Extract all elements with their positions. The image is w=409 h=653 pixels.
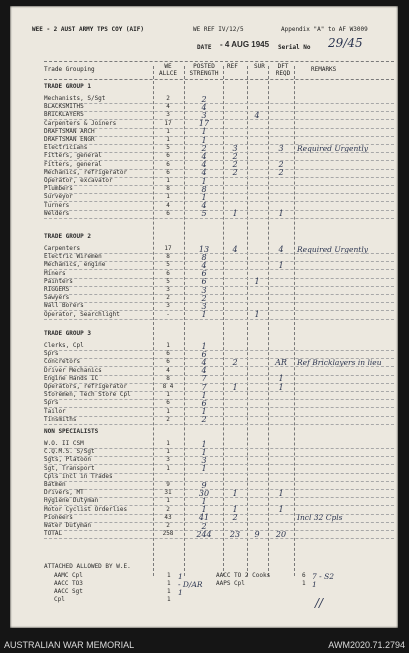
posted-cell: 1: [201, 176, 207, 186]
posted-cell: 1: [201, 310, 207, 320]
col-sur: SUR: [254, 63, 265, 70]
we-allce-cell: 6: [166, 168, 170, 176]
attached-left-cell: Cpl: [54, 596, 65, 603]
row-label: Driver Mechanics: [44, 366, 102, 374]
posted-cell: 7: [201, 382, 207, 392]
row-label: DRAFTSMAN ENGR: [44, 136, 95, 143]
we-allce-cell: 4: [166, 103, 170, 111]
row-rule: [44, 489, 394, 490]
row-rule: [44, 278, 394, 279]
col-divider: [247, 66, 248, 576]
row-label: Mechanics, refrigerator: [44, 168, 128, 176]
row-label: BRICKLAYERS: [44, 111, 84, 119]
dft-cell: 1: [278, 260, 284, 270]
we-allce-cell: 2: [166, 505, 170, 513]
dft-cell: 1: [278, 505, 284, 515]
attached-d-cell: 1: [312, 580, 317, 589]
ref-cell: 2: [232, 357, 238, 367]
date-label: DATE: [197, 44, 212, 51]
posted-cell: 1: [201, 390, 207, 400]
we-ref: WE REF IV/12/5: [193, 26, 244, 33]
row-label: Welders: [44, 209, 70, 217]
ref-cell: 2: [232, 151, 238, 161]
posted-cell: 3: [201, 285, 207, 295]
col-posted: POSTED STRENGTH: [189, 63, 219, 77]
we-allce-cell: 6: [166, 350, 170, 358]
we-allce-cell: 1: [166, 464, 170, 472]
row-rule: [44, 201, 394, 202]
ref-cell: 23: [229, 529, 241, 539]
document-page: [10, 6, 398, 628]
we-allce-cell: 1: [166, 448, 170, 456]
ref-cell: 1: [232, 209, 238, 219]
row-rule: [44, 269, 394, 270]
remarks-cell: Required Urgently: [297, 143, 368, 153]
row-label: Pioneers: [44, 513, 73, 521]
dft-cell: 2: [278, 168, 284, 178]
posted-cell: 4: [201, 201, 207, 211]
attached-title: ATTACHED ALLOWED BY W.E.: [44, 563, 131, 570]
attached-a-cell: 1: [167, 588, 171, 595]
posted-cell: 2: [201, 521, 207, 531]
row-rule: [44, 424, 394, 425]
serial-label: Serial No: [278, 44, 311, 51]
row-label: Hygiene Dutyman: [44, 497, 99, 505]
posted-cell: 6: [201, 269, 207, 279]
attached-a-cell: 1: [167, 580, 171, 587]
col-divider: [153, 66, 154, 576]
dft-cell: 3: [278, 143, 284, 153]
row-label: Fitters, general: [44, 152, 102, 160]
we-allce-cell: 3: [166, 456, 170, 464]
appendix-ref: Appendix "A" to AF W3009: [281, 26, 368, 33]
we-allce-cell: 1: [166, 127, 170, 135]
col-divider: [294, 66, 295, 576]
row-label: Miners: [44, 269, 66, 277]
row-rule: [44, 448, 394, 449]
posted-cell: 2: [201, 415, 207, 425]
we-allce-cell: 3: [166, 286, 170, 293]
attached-b-cell: - D/AR: [178, 580, 203, 589]
row-label: Tailor: [44, 407, 66, 415]
posted-cell: 4: [201, 168, 207, 178]
row-label: TOTAL: [44, 530, 63, 538]
row-label: Drivers, MT: [44, 489, 84, 497]
attached-c-cell: 1: [302, 580, 306, 587]
we-allce-cell: 9: [166, 481, 170, 488]
posted-cell: 1: [201, 464, 207, 474]
ref-cell: 1: [232, 382, 238, 392]
dft-cell: 1: [278, 209, 284, 219]
row-rule: [44, 481, 394, 482]
row-label: Turners: [44, 201, 70, 209]
dft-cell: 1: [278, 382, 284, 392]
we-allce-cell: 8: [166, 185, 170, 193]
row-rule: [44, 350, 394, 351]
posted-cell: 1: [201, 447, 207, 457]
col-dft-reqd: DFT REQD: [275, 63, 291, 77]
posted-cell: 6: [201, 277, 207, 287]
we-allce-cell: 3: [166, 302, 170, 310]
we-allce-cell: 2: [166, 415, 170, 423]
we-allce-cell: 1: [166, 193, 170, 201]
dft-cell: 4: [278, 244, 284, 254]
we-allce-cell: 43: [164, 513, 172, 521]
posted-cell: 1: [201, 407, 207, 417]
row-label: Painters: [44, 277, 73, 285]
row-label: Mechanics, engine: [44, 261, 106, 269]
row-rule: [44, 210, 394, 211]
group-title: TRADE GROUP 3: [44, 330, 91, 337]
we-allce-cell: 8: [166, 253, 170, 261]
col-ref: REF: [227, 63, 238, 70]
attached-left-cell: AAMC Cpl: [54, 572, 83, 579]
we-allce-cell: 5: [166, 144, 170, 152]
posted-cell: 244: [196, 529, 212, 539]
col-trade: Trade Grouping: [44, 66, 95, 73]
sur-cell: 1: [254, 277, 260, 287]
posted-cell: 1: [201, 127, 207, 137]
we-allce-cell: 2: [166, 95, 170, 102]
posted-cell: 4: [201, 102, 207, 112]
we-allce-cell: 6: [166, 160, 170, 168]
row-label: Fitters, general: [44, 160, 102, 168]
posted-cell: 3: [201, 455, 207, 465]
sur-cell: 9: [254, 529, 260, 539]
row-label: C.Q.M.S. S/Sgt: [44, 448, 95, 456]
ref-cell: 2: [232, 168, 238, 178]
row-label: Storemen, Tech Store Cpl: [44, 391, 131, 399]
unit-title: WEE - 2 AUST ARMY TPS COY (AIF): [32, 26, 144, 33]
row-label: Operator, excavator: [44, 177, 113, 184]
row-rule: [44, 136, 394, 137]
posted-cell: 17: [198, 119, 210, 129]
row-rule: [44, 111, 394, 112]
we-allce-cell: 258: [162, 530, 174, 538]
group-title: TRADE GROUP 2: [44, 233, 91, 240]
row-rule: [44, 538, 394, 539]
group-title: NON SPECIALISTS: [44, 428, 99, 435]
attached-left-cell: AACC TO3: [54, 580, 83, 587]
row-label: Operator, Searchlight: [44, 310, 120, 318]
sur-cell: 1: [254, 310, 260, 320]
row-label: Electricians: [44, 144, 88, 152]
remarks-cell: Ref Bricklayers in lieu: [297, 357, 382, 367]
archive-ref: AWM2020.71.2794: [328, 640, 405, 650]
ref-cell: 3: [232, 143, 238, 153]
dft-cell: 1: [278, 374, 284, 384]
posted-cell: 8: [201, 252, 207, 262]
row-label: Sgt, Transport: [44, 464, 95, 472]
row-label: Operators, refrigerator: [44, 383, 128, 390]
we-allce-cell: 17: [164, 245, 172, 252]
row-rule: [44, 286, 394, 287]
row-label: RIGGERS: [44, 286, 70, 293]
group-title: TRADE GROUP 1: [44, 83, 91, 90]
row-label: Sprs: [44, 350, 59, 358]
posted-cell: 1: [201, 341, 207, 351]
row-label: Tinsmiths: [44, 415, 77, 423]
posted-cell: 4: [201, 366, 207, 376]
posted-cell: 4: [201, 160, 207, 170]
we-allce-cell: 6: [166, 358, 170, 366]
col-divider: [184, 66, 185, 576]
attached-mid-cell: AACC TO 2 Cooks: [216, 572, 271, 579]
we-allce-cell: 2: [166, 522, 170, 529]
posted-cell: 41: [198, 513, 210, 523]
row-rule: [44, 464, 394, 465]
we-allce-cell: 1: [166, 440, 170, 447]
sur-cell: 4: [254, 110, 260, 120]
we-allce-cell: 6: [166, 269, 170, 277]
attached-mid-cell: AAPS Cpl: [216, 580, 245, 587]
posted-cell: 6: [201, 349, 207, 359]
we-allce-cell: 4: [166, 366, 170, 374]
posted-cell: 1: [201, 439, 207, 449]
row-label: Sprs: [44, 399, 59, 407]
posted-cell: 1: [201, 192, 207, 202]
posted-cell: 8: [201, 184, 207, 194]
row-rule: [44, 416, 394, 417]
row-label: Clerks, Cpl: [44, 342, 84, 349]
row-label: Cpls incl in Trades: [44, 472, 113, 480]
row-label: Surveyor: [44, 193, 73, 201]
row-label: Sgts, Platoon: [44, 456, 91, 464]
posted-cell: 13: [198, 244, 210, 254]
row-label: Motor Cyclist Orderlies: [44, 505, 128, 513]
we-allce-cell: 6: [166, 152, 170, 160]
we-allce-cell: 17: [164, 119, 172, 127]
row-label: Carpenters: [44, 245, 81, 252]
row-label: Sawyers: [44, 294, 70, 302]
attached-b-cell: 1: [178, 588, 183, 597]
row-rule: [44, 103, 394, 104]
we-allce-cell: 3: [166, 111, 170, 119]
posted-cell: 1: [201, 496, 207, 506]
dft-cell: 1: [278, 488, 284, 498]
archive-name: AUSTRALIAN WAR MEMORIAL: [4, 640, 135, 650]
dft-cell: 2: [278, 160, 284, 170]
row-rule: [44, 302, 394, 303]
col-divider: [223, 66, 224, 576]
we-allce-cell: 1: [166, 177, 170, 184]
row-label: Wall Borers: [44, 302, 84, 310]
row-rule: [44, 319, 394, 320]
posted-cell: 5: [201, 209, 207, 219]
posted-cell: 7: [201, 374, 207, 384]
row-rule: [44, 399, 394, 400]
posted-cell: 1: [201, 505, 207, 515]
serial-number: 29/45: [328, 36, 363, 50]
we-allce-cell: 31: [164, 489, 172, 497]
posted-cell: 6: [201, 398, 207, 408]
we-allce-cell: 5: [166, 277, 170, 285]
row-label: DRAFTSMAN ARCH: [44, 127, 95, 135]
row-label: Water Dutyman: [44, 522, 91, 529]
row-label: Concretors: [44, 358, 81, 366]
row-label: Electric Wiremen: [44, 253, 102, 261]
we-allce-cell: 1: [166, 497, 170, 505]
attached-c-cell: 6: [302, 572, 306, 579]
attached-left-cell: AACC Sgt: [54, 588, 83, 595]
row-rule: [44, 193, 394, 194]
row-rule: [44, 522, 394, 523]
row-label: Plumbers: [44, 185, 73, 193]
row-rule: [44, 218, 394, 219]
attached-d-cell: 7 - S2: [312, 572, 334, 581]
we-allce-cell: 6: [166, 399, 170, 407]
we-allce-cell: 1: [166, 407, 170, 415]
ref-cell: 2: [232, 513, 238, 523]
posted-cell: 4: [201, 357, 207, 367]
posted-cell: 4: [201, 260, 207, 270]
row-rule: [44, 128, 394, 129]
dft-cell: 20: [275, 529, 287, 539]
ref-cell: 4: [232, 244, 238, 254]
row-rule: [44, 407, 394, 408]
row-rule: [44, 456, 394, 457]
header-bottom-rule: [44, 79, 394, 80]
col-we-allce: WE ALLCE: [158, 63, 178, 77]
archive-footer: [0, 636, 409, 653]
row-label: W.O. II CSM: [44, 440, 84, 447]
we-allce-cell: 2: [166, 294, 170, 302]
remarks-cell: Required Urgently: [297, 244, 368, 254]
remarks-cell: Incl 32 Cpls: [297, 513, 343, 523]
attached-b-cell: 1: [178, 572, 183, 581]
posted-cell: 9: [201, 480, 207, 490]
attached-a-cell: 1: [167, 572, 171, 579]
row-rule: [44, 294, 394, 295]
ref-cell: 2: [232, 160, 238, 170]
posted-cell: 2: [201, 143, 207, 153]
ref-cell: 1: [232, 505, 238, 515]
attached-a-cell: 1: [167, 596, 171, 603]
posted-cell: 4: [201, 151, 207, 161]
date-stamp: - 4 AUG 1945: [220, 40, 270, 49]
posted-cell: 2: [201, 94, 207, 104]
posted-cell: 3: [201, 110, 207, 120]
we-allce-cell: 8 4: [162, 383, 174, 390]
we-allce-cell: 1: [166, 342, 170, 349]
row-label: BLACKSMITHS: [44, 103, 84, 111]
we-allce-cell: 1: [166, 391, 170, 399]
row-label: Mechanists, S/Sgt: [44, 95, 106, 102]
row-rule: [44, 185, 394, 186]
posted-cell: 3: [201, 301, 207, 311]
we-allce-cell: 1: [166, 136, 170, 143]
we-allce-cell: 4: [166, 201, 170, 209]
posted-cell: 1: [201, 135, 207, 145]
we-allce-cell: 8: [166, 374, 170, 382]
dft-cell: AR: [275, 357, 287, 367]
row-rule: [44, 530, 394, 531]
header-top-rule: [44, 61, 394, 62]
signature: //: [315, 596, 324, 610]
row-label: Engine Hands IC: [44, 374, 99, 382]
we-allce-cell: -: [166, 310, 170, 318]
row-label: Batmen: [44, 481, 66, 488]
posted-cell: 2: [201, 293, 207, 303]
col-divider: [268, 66, 269, 576]
we-allce-cell: 5: [166, 261, 170, 269]
we-allce-cell: 6: [166, 209, 170, 217]
col-remarks: REMARKS: [311, 66, 337, 73]
ref-cell: 1: [232, 488, 238, 498]
posted-cell: 30: [198, 488, 210, 498]
row-label: Carpenters & Joiners: [44, 119, 117, 127]
